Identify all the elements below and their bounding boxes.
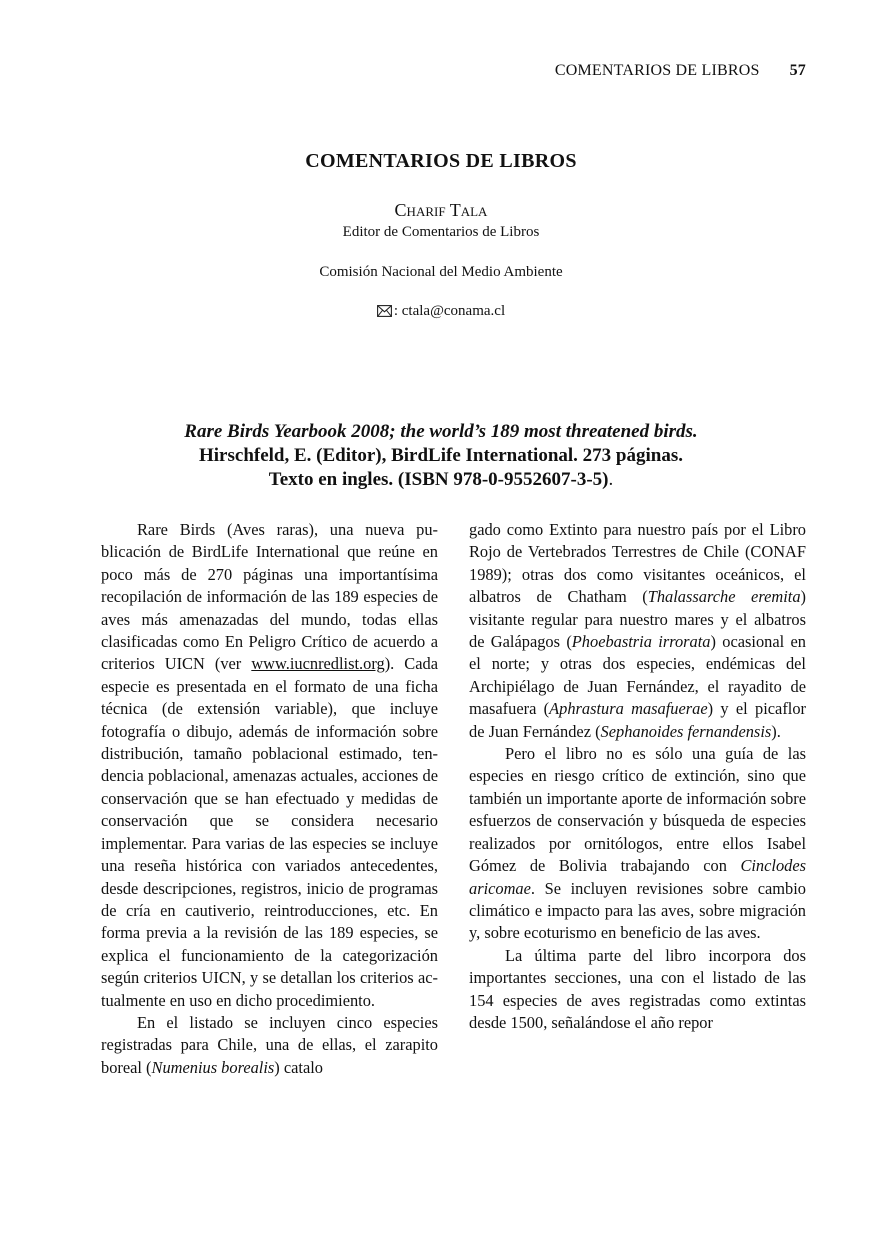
paragraph (101, 1012, 438, 1079)
paragraph (469, 519, 806, 743)
book-editor-publisher: Hirschfeld, E. (Editor), BirdLife International. 273 páginas. (199, 445, 683, 466)
author-email[interactable]: : ctala@conama.cl (393, 303, 506, 319)
text-run: La última parte del libro incorpora dos importantes secciones, una con el listado de las 154 especies de aves registradas como extintas desde 1500, señalándose el año repor (469, 945, 806, 1032)
text-run: Rare Birds (Aves raras), una nueva publicación de BirdLife International que reúne en poco más de 270 páginas una importantísima recopilación de información de las 189 especies de aves más amenazadas del mundo, todas ellas clasificadas como En Peligro Crítico de acuerdo a criterios UICN (ver (101, 520, 438, 674)
page-number: 57 (789, 62, 806, 79)
text-run: . Se incluyen revisiones sobre cambio climático e impacto para las aves, sobre migración y, sobre ecoturismo en beneficio de las aves. (469, 878, 806, 943)
book-title: Rare Birds Yearbook 2008; the world’s 189 most threatened birds. (184, 421, 698, 442)
text-run: ) ocasional en el norte; y otras dos especies, endémicas del Archipiélago de Juan Fernández, el rayadito de masafuera ( (469, 632, 806, 719)
text-run: Pero el libro no es sólo una guía de las especies en riesgo crítico de extinción, sino que también un importante aporte de información sobre esfuerzos de conservación y búsqueda de especies realizados por ornitólogos, entre ellos Isabel Gómez de Bolivia trabajando con (469, 744, 806, 876)
author-role: Editor de Comentarios de Libros (342, 224, 540, 240)
text-run: ). Cada especie es presentada en el formato de una ficha técnica (de extensión variable), que incluye fotografía o dibujo, además de información sobre distribución, tamaño poblacional estimado, tendencia poblacional, amenazas actuales, acciones de conservación que se han efectuado y medidas de conservación que se considera necesario implementar. Para varias de las especies se incluye una reseña histórica con variados antecedentes, desde descripciones, registros, inicio de programas de cría en cautiverio, reintroducciones, etc. En forma previa a la revisión de las 189 especies, se explica el funcionamiento de la categorización según criterios UICN, y se detallan los criterios actualmente en uso en dicho procedimiento. (101, 654, 438, 1010)
species-name: Aphrastura masafuerae (549, 699, 708, 719)
left-column (101, 519, 438, 1079)
species-name: Phoebastria irrorata (571, 632, 711, 652)
text-run: En el listado se incluyen cinco especies registradas para Chile, una de ellas, el zarapito boreal ( (101, 1012, 438, 1077)
text-run: ) y el picaflor de Juan Fernández ( (469, 699, 806, 741)
running-head-title: COMENTARIOS DE LIBROS (554, 62, 760, 79)
book-reference (0, 420, 882, 492)
book-language-isbn: Texto en ingles. (ISBN 978-0-9552607-3-5) (268, 469, 609, 490)
text-run: ) catalo (274, 1057, 323, 1077)
book-language-isbn-line (0, 468, 882, 492)
author-organization: Comisión Nacional del Medio Ambiente (319, 264, 563, 280)
text-run: ). (771, 721, 781, 741)
paragraph (469, 743, 806, 945)
species-name: Cinclodes aricomae (469, 856, 806, 898)
right-column (469, 519, 806, 1034)
author-email-line (0, 303, 882, 322)
author-name: Charif Tala (394, 200, 488, 220)
paragraph (101, 519, 438, 1012)
envelope-icon (377, 305, 392, 322)
paragraph (469, 945, 806, 1035)
species-name: Numenius borealis (151, 1057, 275, 1077)
text-run: ) visitante regular para nuestro mares y el albatros de Galápagos ( (469, 587, 806, 652)
text-run: gado como Extinto para nuestro país por el Libro Rojo de Vertebrados Terrestres de Chile (CONAF 1989); otras dos como visitantes oceánicos, el albatros de Chatham ( (469, 520, 806, 607)
iucn-link[interactable]: www.iucnredlist.org (251, 654, 385, 674)
book-line-end: . (608, 469, 614, 490)
species-name: Sephanoides fernandensis (600, 721, 772, 741)
running-head (555, 62, 806, 80)
section-title: COMENTARIOS DE LIBROS (305, 150, 577, 172)
species-name: Thalassarche eremita (647, 587, 801, 607)
